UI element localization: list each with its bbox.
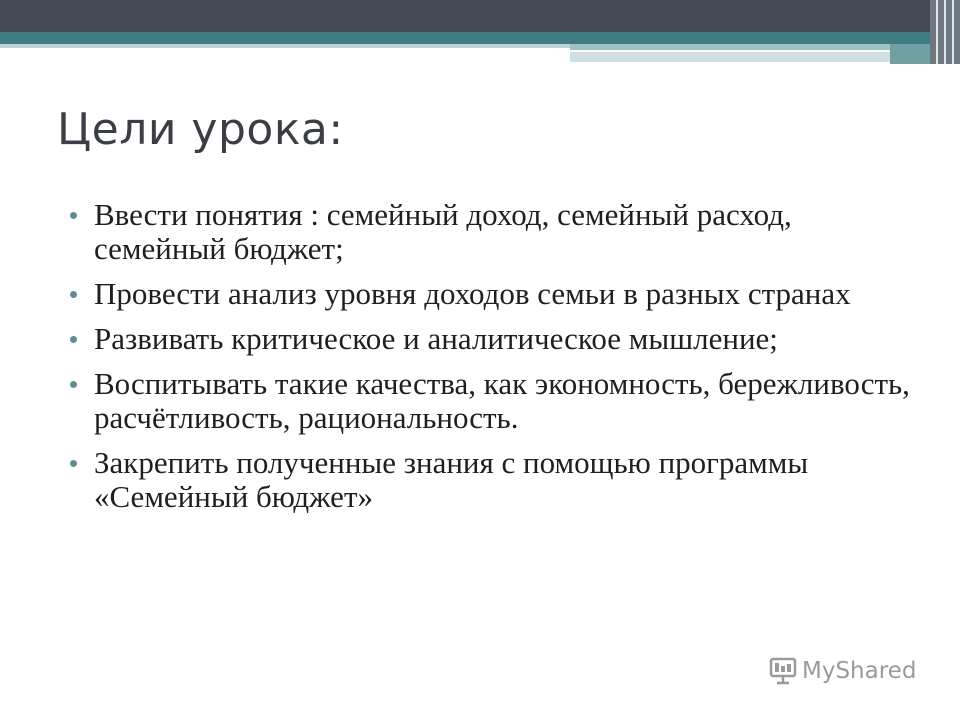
bullet-icon (70, 212, 77, 219)
bullet-item (60, 198, 920, 266)
header-accent-bar (0, 32, 960, 44)
bullet-item (60, 446, 920, 514)
slide-title: Цели урока: (57, 104, 344, 155)
header-stripe (570, 52, 890, 62)
bullet-text: Ввести понятия : семейный доход, семейный расход, семейный бюджет; (94, 197, 792, 266)
header-dark-bar (0, 0, 960, 32)
presentation-board-icon (768, 656, 798, 686)
bullet-text: Развивать критическое и аналитическое мышление; (94, 321, 778, 356)
bullet-text: Воспитывать такие качества, как экономность, бережливость, расчётливость, рациональность. (94, 366, 910, 435)
bullet-icon (70, 336, 77, 343)
corner-decoration (930, 0, 960, 64)
bullet-text: Закрепить полученные знания с помощью программы «Семейный бюджет» (94, 445, 809, 514)
bullet-icon (70, 381, 77, 388)
bullet-item (60, 322, 920, 356)
bullet-item (60, 277, 920, 311)
bullet-icon (70, 460, 77, 467)
bullet-icon (70, 291, 77, 298)
header-stripe (0, 44, 570, 48)
bullet-item (60, 367, 920, 435)
mysharedwatermark (768, 656, 916, 686)
header-stripe (890, 44, 930, 64)
watermark-text: MyShared (802, 658, 917, 684)
header-stripe (570, 44, 890, 50)
bullet-list (60, 198, 920, 525)
bullet-text: Провести анализ уровня доходов семьи в разных странах (94, 276, 851, 311)
